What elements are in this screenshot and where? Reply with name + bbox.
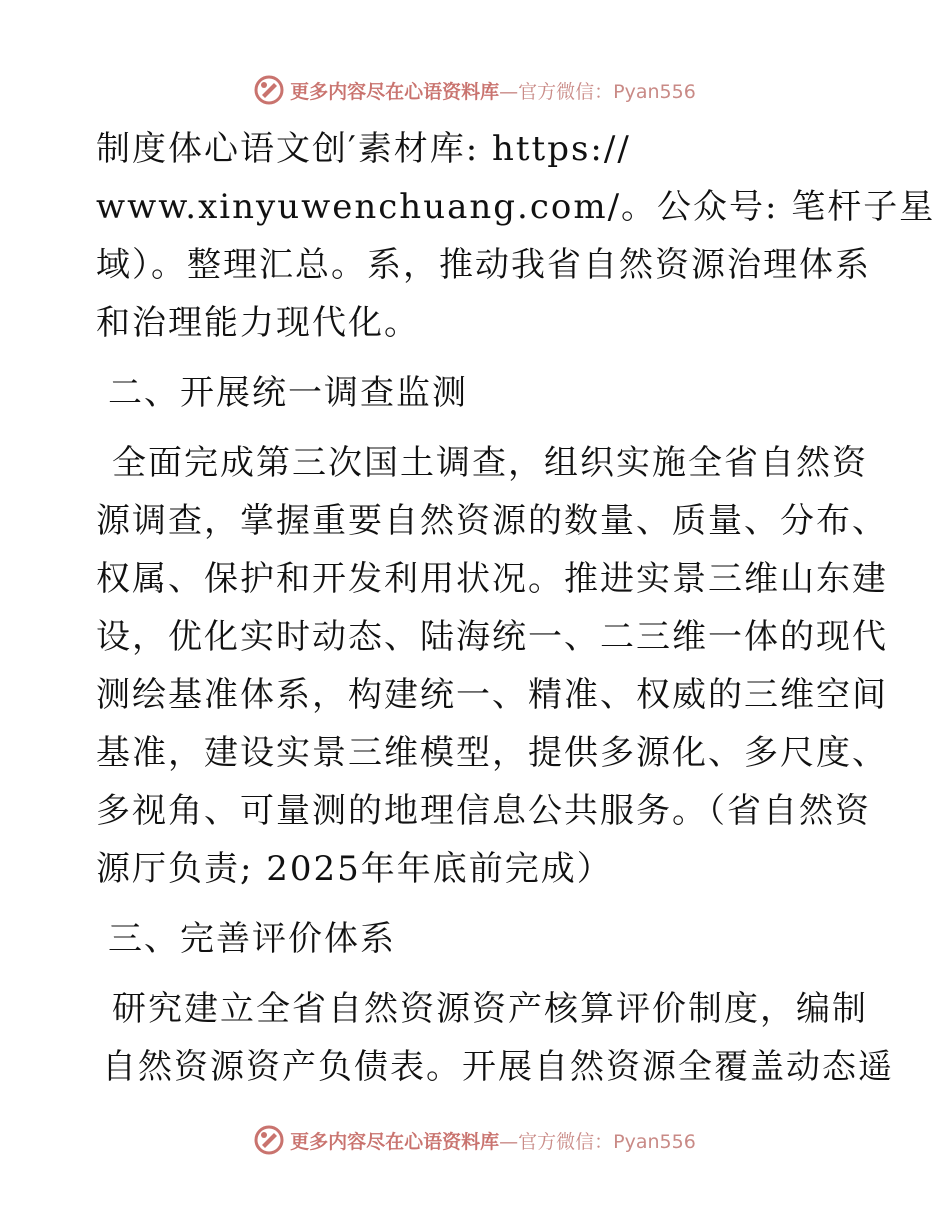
paragraph-2-line-3: 权属、保护和开发利用状况。推进实景三维山东建 [96,559,888,599]
watermark-dash: — [499,80,519,103]
watermark-suffix: 官方微信：Pyan556 [518,80,696,103]
paragraph-2-line-1: 全面完成第三次国土调查，组织实施全省自然资 [112,443,868,483]
brand-logo-icon [254,75,284,105]
watermark-text [290,1127,696,1154]
watermark-main: 更多内容尽在心语资料库 [290,1130,500,1153]
paragraph-1-line-1: 制度体心语文创′素材库: https:// [96,129,631,169]
watermark-suffix: 官方微信：Pyan556 [518,1130,696,1153]
brand-logo-icon [254,1125,284,1155]
watermark-text [290,77,696,104]
paragraph-2-line-8: 源厅负责; 2025年年底前完成） [96,849,613,889]
paragraph-2-line-6: 基准，建设实景三维模型，提供多源化、多尺度、 [96,733,888,773]
paragraph-1-line-2: www.xinyuwenchuang.com/。公众号: 笔杆子星 [96,187,936,227]
paragraph-3-line-1: 研究建立全省自然资源资产核算评价制度，编制 [112,989,868,1029]
paragraph-2-line-4: 设，优化实时动态、陆海统一、二三维一体的现代 [96,617,888,657]
section-heading-3: 三、完善评价体系 [108,919,396,959]
paragraph-2-line-5: 测绘基准体系，构建统一、精准、权威的三维空间 [96,675,888,715]
paragraph-2-line-2: 源调查，掌握重要自然资源的数量、质量、分布、 [96,501,888,541]
watermark-footer [0,1120,950,1160]
document-body [96,120,936,1096]
paragraph-1-line-4: 和治理能力现代化。 [96,303,420,343]
watermark-dash: — [499,1130,519,1153]
paragraph-2-line-7: 多视角、可量测的地理信息公共服务。（省自然资 [96,791,871,831]
watermark-header [0,70,950,110]
watermark-main: 更多内容尽在心语资料库 [290,80,500,103]
section-heading-2: 二、开展统一调查监测 [108,373,468,413]
paragraph-3-line-2: 自然资源资产负债表。开展自然资源全覆盖动态遥 [102,1047,894,1087]
paragraph-1-line-3: 域）。整理汇总。系，推动我省自然资源治理体系 [96,245,871,285]
